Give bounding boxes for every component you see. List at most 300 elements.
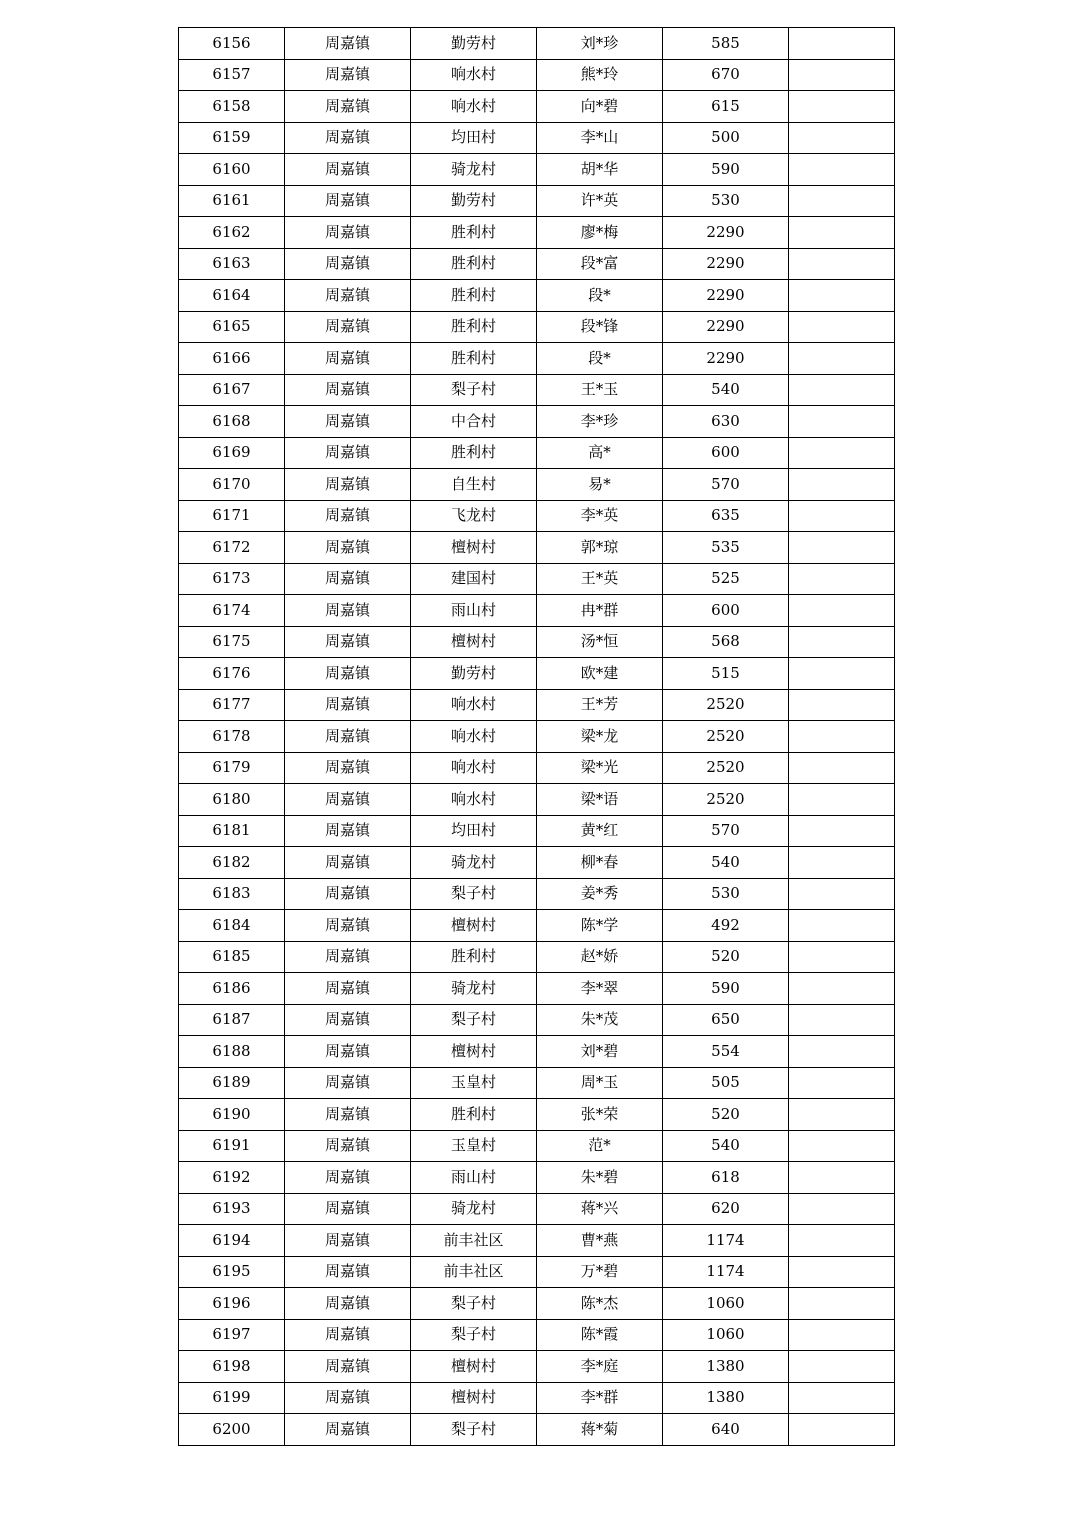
town-cell: 周嘉镇 (285, 248, 411, 280)
town-cell: 周嘉镇 (285, 1382, 411, 1414)
town-cell: 周嘉镇 (285, 1067, 411, 1099)
village-cell: 响水村 (411, 59, 537, 91)
amount-cell: 585 (663, 28, 789, 60)
name-cell: 陈*霞 (537, 1319, 663, 1351)
amount-cell: 520 (663, 941, 789, 973)
town-cell: 周嘉镇 (285, 1130, 411, 1162)
name-cell: 李*珍 (537, 406, 663, 438)
amount-cell: 530 (663, 185, 789, 217)
note-cell (789, 1414, 895, 1446)
name-cell: 姜*秀 (537, 878, 663, 910)
town-cell: 周嘉镇 (285, 1256, 411, 1288)
town-cell: 周嘉镇 (285, 91, 411, 123)
table-row (179, 752, 895, 784)
town-cell: 周嘉镇 (285, 28, 411, 60)
table-row (179, 248, 895, 280)
note-cell (789, 1225, 895, 1257)
amount-cell: 2290 (663, 248, 789, 280)
amount-cell: 618 (663, 1162, 789, 1194)
table-row (179, 878, 895, 910)
seq-cell: 6189 (179, 1067, 285, 1099)
name-cell: 易* (537, 469, 663, 501)
table-row (179, 815, 895, 847)
town-cell: 周嘉镇 (285, 1351, 411, 1383)
amount-cell: 540 (663, 374, 789, 406)
seq-cell: 6180 (179, 784, 285, 816)
amount-cell: 515 (663, 658, 789, 690)
amount-cell: 1380 (663, 1351, 789, 1383)
village-cell: 胜利村 (411, 280, 537, 312)
seq-cell: 6195 (179, 1256, 285, 1288)
amount-cell: 615 (663, 91, 789, 123)
table-row (179, 1067, 895, 1099)
table-row (179, 1225, 895, 1257)
name-cell: 高* (537, 437, 663, 469)
town-cell: 周嘉镇 (285, 1004, 411, 1036)
note-cell (789, 910, 895, 942)
town-cell: 周嘉镇 (285, 658, 411, 690)
seq-cell: 6172 (179, 532, 285, 564)
village-cell: 勤劳村 (411, 658, 537, 690)
seq-cell: 6162 (179, 217, 285, 249)
amount-cell: 620 (663, 1193, 789, 1225)
note-cell (789, 752, 895, 784)
note-cell (789, 1067, 895, 1099)
town-cell: 周嘉镇 (285, 406, 411, 438)
village-cell: 檀树村 (411, 626, 537, 658)
amount-cell: 670 (663, 59, 789, 91)
name-cell: 熊*玲 (537, 59, 663, 91)
town-cell: 周嘉镇 (285, 437, 411, 469)
village-cell: 檀树村 (411, 910, 537, 942)
town-cell: 周嘉镇 (285, 311, 411, 343)
name-cell: 李*山 (537, 122, 663, 154)
table-row (179, 343, 895, 375)
town-cell: 周嘉镇 (285, 122, 411, 154)
amount-cell: 635 (663, 500, 789, 532)
town-cell: 周嘉镇 (285, 878, 411, 910)
name-cell: 段*富 (537, 248, 663, 280)
village-cell: 胜利村 (411, 437, 537, 469)
note-cell (789, 343, 895, 375)
table-row (179, 1288, 895, 1320)
table-row (179, 59, 895, 91)
village-cell: 玉皇村 (411, 1067, 537, 1099)
name-cell: 王*玉 (537, 374, 663, 406)
seq-cell: 6170 (179, 469, 285, 501)
name-cell: 朱*茂 (537, 1004, 663, 1036)
village-cell: 梨子村 (411, 374, 537, 406)
seq-cell: 6177 (179, 689, 285, 721)
table-row (179, 91, 895, 123)
town-cell: 周嘉镇 (285, 1099, 411, 1131)
table-row (179, 941, 895, 973)
village-cell: 响水村 (411, 721, 537, 753)
seq-cell: 6200 (179, 1414, 285, 1446)
town-cell: 周嘉镇 (285, 626, 411, 658)
table-row (179, 1193, 895, 1225)
note-cell (789, 217, 895, 249)
name-cell: 周*玉 (537, 1067, 663, 1099)
town-cell: 周嘉镇 (285, 59, 411, 91)
table-row (179, 406, 895, 438)
seq-cell: 6191 (179, 1130, 285, 1162)
table-row (179, 1414, 895, 1446)
note-cell (789, 154, 895, 186)
village-cell: 响水村 (411, 784, 537, 816)
amount-cell: 650 (663, 1004, 789, 1036)
amount-cell: 2520 (663, 689, 789, 721)
name-cell: 曹*燕 (537, 1225, 663, 1257)
name-cell: 廖*梅 (537, 217, 663, 249)
amount-cell: 530 (663, 878, 789, 910)
seq-cell: 6194 (179, 1225, 285, 1257)
seq-cell: 6156 (179, 28, 285, 60)
name-cell: 黄*红 (537, 815, 663, 847)
village-cell: 前丰社区 (411, 1225, 537, 1257)
village-cell: 檀树村 (411, 1382, 537, 1414)
village-cell: 勤劳村 (411, 185, 537, 217)
village-cell: 均田村 (411, 815, 537, 847)
name-cell: 柳*春 (537, 847, 663, 879)
town-cell: 周嘉镇 (285, 1288, 411, 1320)
amount-cell: 505 (663, 1067, 789, 1099)
table-row (179, 122, 895, 154)
table-row (179, 689, 895, 721)
seq-cell: 6192 (179, 1162, 285, 1194)
name-cell: 梁*语 (537, 784, 663, 816)
table-row (179, 1319, 895, 1351)
amount-cell: 1060 (663, 1319, 789, 1351)
table-row (179, 1004, 895, 1036)
note-cell (789, 815, 895, 847)
town-cell: 周嘉镇 (285, 343, 411, 375)
amount-cell: 1380 (663, 1382, 789, 1414)
note-cell (789, 941, 895, 973)
seq-cell: 6181 (179, 815, 285, 847)
note-cell (789, 1256, 895, 1288)
table-row (179, 217, 895, 249)
village-cell: 胜利村 (411, 941, 537, 973)
amount-cell: 2520 (663, 721, 789, 753)
town-cell: 周嘉镇 (285, 595, 411, 627)
village-cell: 梨子村 (411, 1288, 537, 1320)
amount-cell: 600 (663, 595, 789, 627)
name-cell: 李*英 (537, 500, 663, 532)
amount-cell: 1060 (663, 1288, 789, 1320)
seq-cell: 6165 (179, 311, 285, 343)
table-row (179, 185, 895, 217)
table-row (179, 1382, 895, 1414)
note-cell (789, 721, 895, 753)
seq-cell: 6164 (179, 280, 285, 312)
seq-cell: 6167 (179, 374, 285, 406)
amount-cell: 2520 (663, 784, 789, 816)
village-cell: 响水村 (411, 91, 537, 123)
note-cell (789, 689, 895, 721)
table-row (179, 1256, 895, 1288)
town-cell: 周嘉镇 (285, 1319, 411, 1351)
table-row (179, 374, 895, 406)
name-cell: 冉*群 (537, 595, 663, 627)
note-cell (789, 595, 895, 627)
village-cell: 勤劳村 (411, 28, 537, 60)
table-row (179, 910, 895, 942)
village-cell: 雨山村 (411, 595, 537, 627)
village-cell: 梨子村 (411, 1004, 537, 1036)
note-cell (789, 847, 895, 879)
table-row (179, 1036, 895, 1068)
note-cell (789, 532, 895, 564)
town-cell: 周嘉镇 (285, 185, 411, 217)
table-row (179, 469, 895, 501)
amount-cell: 535 (663, 532, 789, 564)
amount-cell: 600 (663, 437, 789, 469)
note-cell (789, 185, 895, 217)
name-cell: 陈*杰 (537, 1288, 663, 1320)
village-cell: 胜利村 (411, 311, 537, 343)
seq-cell: 6193 (179, 1193, 285, 1225)
town-cell: 周嘉镇 (285, 374, 411, 406)
name-cell: 郭*琼 (537, 532, 663, 564)
note-cell (789, 500, 895, 532)
seq-cell: 6158 (179, 91, 285, 123)
village-cell: 中合村 (411, 406, 537, 438)
seq-cell: 6190 (179, 1099, 285, 1131)
village-cell: 梨子村 (411, 1414, 537, 1446)
note-cell (789, 1319, 895, 1351)
amount-cell: 570 (663, 469, 789, 501)
table-row (179, 154, 895, 186)
table-row (179, 437, 895, 469)
roster-table (178, 27, 895, 1446)
seq-cell: 6157 (179, 59, 285, 91)
amount-cell: 568 (663, 626, 789, 658)
note-cell (789, 1382, 895, 1414)
name-cell: 汤*恒 (537, 626, 663, 658)
town-cell: 周嘉镇 (285, 689, 411, 721)
seq-cell: 6160 (179, 154, 285, 186)
table-row (179, 784, 895, 816)
name-cell: 王*芳 (537, 689, 663, 721)
name-cell: 许*英 (537, 185, 663, 217)
amount-cell: 2290 (663, 217, 789, 249)
town-cell: 周嘉镇 (285, 280, 411, 312)
name-cell: 王*英 (537, 563, 663, 595)
name-cell: 欧*建 (537, 658, 663, 690)
note-cell (789, 406, 895, 438)
table-row (179, 721, 895, 753)
seq-cell: 6196 (179, 1288, 285, 1320)
name-cell: 李*群 (537, 1382, 663, 1414)
village-cell: 建国村 (411, 563, 537, 595)
amount-cell: 590 (663, 154, 789, 186)
town-cell: 周嘉镇 (285, 500, 411, 532)
town-cell: 周嘉镇 (285, 469, 411, 501)
table-row (179, 532, 895, 564)
name-cell: 梁*龙 (537, 721, 663, 753)
seq-cell: 6187 (179, 1004, 285, 1036)
seq-cell: 6183 (179, 878, 285, 910)
village-cell: 响水村 (411, 689, 537, 721)
note-cell (789, 469, 895, 501)
table-row (179, 973, 895, 1005)
town-cell: 周嘉镇 (285, 1162, 411, 1194)
amount-cell: 1174 (663, 1225, 789, 1257)
town-cell: 周嘉镇 (285, 910, 411, 942)
seq-cell: 6182 (179, 847, 285, 879)
name-cell: 万*碧 (537, 1256, 663, 1288)
amount-cell: 540 (663, 1130, 789, 1162)
village-cell: 梨子村 (411, 1319, 537, 1351)
village-cell: 骑龙村 (411, 847, 537, 879)
village-cell: 前丰社区 (411, 1256, 537, 1288)
name-cell: 陈*学 (537, 910, 663, 942)
amount-cell: 492 (663, 910, 789, 942)
name-cell: 梁*光 (537, 752, 663, 784)
table-row (179, 311, 895, 343)
village-cell: 胜利村 (411, 343, 537, 375)
note-cell (789, 374, 895, 406)
note-cell (789, 973, 895, 1005)
amount-cell: 640 (663, 1414, 789, 1446)
seq-cell: 6163 (179, 248, 285, 280)
table-row (179, 563, 895, 595)
town-cell: 周嘉镇 (285, 532, 411, 564)
town-cell: 周嘉镇 (285, 1036, 411, 1068)
town-cell: 周嘉镇 (285, 1225, 411, 1257)
town-cell: 周嘉镇 (285, 847, 411, 879)
name-cell: 李*庭 (537, 1351, 663, 1383)
table-row (179, 626, 895, 658)
table-row (179, 500, 895, 532)
amount-cell: 2290 (663, 280, 789, 312)
note-cell (789, 878, 895, 910)
village-cell: 胜利村 (411, 217, 537, 249)
table-row (179, 1351, 895, 1383)
note-cell (789, 658, 895, 690)
town-cell: 周嘉镇 (285, 721, 411, 753)
town-cell: 周嘉镇 (285, 217, 411, 249)
note-cell (789, 1162, 895, 1194)
amount-cell: 2290 (663, 343, 789, 375)
seq-cell: 6188 (179, 1036, 285, 1068)
table-row (179, 847, 895, 879)
village-cell: 骑龙村 (411, 973, 537, 1005)
seq-cell: 6178 (179, 721, 285, 753)
seq-cell: 6161 (179, 185, 285, 217)
village-cell: 骑龙村 (411, 1193, 537, 1225)
note-cell (789, 59, 895, 91)
note-cell (789, 1193, 895, 1225)
town-cell: 周嘉镇 (285, 563, 411, 595)
village-cell: 檀树村 (411, 1351, 537, 1383)
seq-cell: 6176 (179, 658, 285, 690)
name-cell: 段*锋 (537, 311, 663, 343)
village-cell: 梨子村 (411, 878, 537, 910)
name-cell: 段* (537, 343, 663, 375)
seq-cell: 6179 (179, 752, 285, 784)
village-cell: 玉皇村 (411, 1130, 537, 1162)
village-cell: 自生村 (411, 469, 537, 501)
amount-cell: 525 (663, 563, 789, 595)
note-cell (789, 1351, 895, 1383)
name-cell: 张*荣 (537, 1099, 663, 1131)
seq-cell: 6171 (179, 500, 285, 532)
village-cell: 均田村 (411, 122, 537, 154)
note-cell (789, 28, 895, 60)
note-cell (789, 563, 895, 595)
amount-cell: 1174 (663, 1256, 789, 1288)
name-cell: 蒋*菊 (537, 1414, 663, 1446)
amount-cell: 554 (663, 1036, 789, 1068)
note-cell (789, 626, 895, 658)
amount-cell: 570 (663, 815, 789, 847)
note-cell (789, 1288, 895, 1320)
village-cell: 飞龙村 (411, 500, 537, 532)
roster-body (179, 28, 895, 1446)
village-cell: 雨山村 (411, 1162, 537, 1194)
seq-cell: 6173 (179, 563, 285, 595)
town-cell: 周嘉镇 (285, 154, 411, 186)
name-cell: 赵*娇 (537, 941, 663, 973)
seq-cell: 6185 (179, 941, 285, 973)
village-cell: 骑龙村 (411, 154, 537, 186)
amount-cell: 590 (663, 973, 789, 1005)
table-row (179, 1099, 895, 1131)
note-cell (789, 280, 895, 312)
note-cell (789, 1004, 895, 1036)
table-row (179, 1130, 895, 1162)
table-row (179, 28, 895, 60)
seq-cell: 6169 (179, 437, 285, 469)
seq-cell: 6184 (179, 910, 285, 942)
amount-cell: 2290 (663, 311, 789, 343)
village-cell: 胜利村 (411, 248, 537, 280)
amount-cell: 520 (663, 1099, 789, 1131)
amount-cell: 540 (663, 847, 789, 879)
seq-cell: 6198 (179, 1351, 285, 1383)
name-cell: 范* (537, 1130, 663, 1162)
name-cell: 李*翠 (537, 973, 663, 1005)
town-cell: 周嘉镇 (285, 815, 411, 847)
note-cell (789, 1036, 895, 1068)
name-cell: 向*碧 (537, 91, 663, 123)
amount-cell: 2520 (663, 752, 789, 784)
seq-cell: 6199 (179, 1382, 285, 1414)
amount-cell: 630 (663, 406, 789, 438)
town-cell: 周嘉镇 (285, 752, 411, 784)
table-row (179, 595, 895, 627)
note-cell (789, 437, 895, 469)
note-cell (789, 311, 895, 343)
name-cell: 刘*珍 (537, 28, 663, 60)
name-cell: 朱*碧 (537, 1162, 663, 1194)
village-cell: 胜利村 (411, 1099, 537, 1131)
name-cell: 蒋*兴 (537, 1193, 663, 1225)
town-cell: 周嘉镇 (285, 1193, 411, 1225)
seq-cell: 6174 (179, 595, 285, 627)
town-cell: 周嘉镇 (285, 941, 411, 973)
seq-cell: 6168 (179, 406, 285, 438)
town-cell: 周嘉镇 (285, 784, 411, 816)
note-cell (789, 1099, 895, 1131)
note-cell (789, 248, 895, 280)
village-cell: 响水村 (411, 752, 537, 784)
table-row (179, 658, 895, 690)
table-row (179, 1162, 895, 1194)
amount-cell: 500 (663, 122, 789, 154)
